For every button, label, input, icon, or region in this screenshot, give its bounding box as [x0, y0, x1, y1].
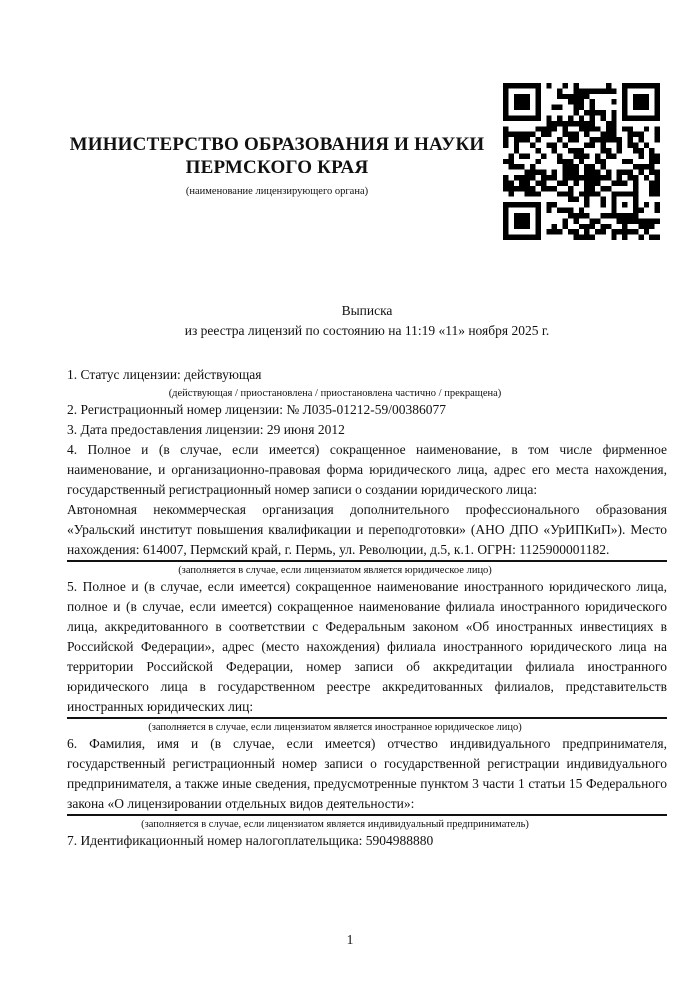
registration-number-line: 2. Регистрационный номер лицензии: № Л035-01212-59/00386077 [67, 402, 447, 417]
foreign-entity-heading: 5. Полное и (в случае, если имеется) сокращенное наименование иностранного юридического лица, полное и (в случае, если имеется) сокращенное наименование филиала иностранного юридического лица, аккредитованного в соответствии с Федеральным законом «Об иностранных инвестициях в Российской Федерации», адрес (место нахождения) филиала иностранного юридического лица на территории Российской Федерации, номер записи об аккредитации филиала иностранного юридического лица в государственном реестре аккредитованных филиалов, представительств иностранных юридических лиц: [67, 579, 667, 714]
licensing-authority-header [67, 133, 487, 198]
license-status-note: (действующая / приостановлена / приостановлена частично / прекращена) [168, 388, 502, 399]
entrepreneur-note: (заполняется в случае, если лицензиатом является индивидуальный предприниматель) [141, 819, 529, 830]
ministry-name-line1: МИНИСТЕРСТВО ОБРАЗОВАНИЯ И НАУКИ [69, 134, 485, 155]
document-title-line1: Выписка [341, 303, 393, 318]
foreign-entity-note: (заполняется в случае, если лицензиатом является иностранное юридическое лицо) [148, 722, 522, 733]
legal-entity-heading: 4. Полное и (в случае, если имеется) сокращенное наименование, в том числе фирменное наименование, и организационно-правовая форма юридического лица, адрес его места нахождения, государственный регистрационный номер записи о создании юридического лица: [67, 442, 667, 497]
page-number: 1 [346, 932, 354, 947]
ministry-name-line2: ПЕРМСКОГО КРАЯ [185, 157, 369, 178]
document-title-line2: из реестра лицензий по состоянию на 11:19 «11» ноября 2025 г. [184, 323, 550, 338]
entrepreneur-fill-line [67, 814, 667, 816]
ministry-caption: (наименование лицензирующего органа) [185, 186, 369, 197]
document-title [67, 301, 667, 341]
taxpayer-number-line: 7. Идентификационный номер налогоплательщика: 5904988880 [67, 833, 434, 848]
license-status-line: 1. Статус лицензии: действующая [67, 367, 262, 382]
license-date-line: 3. Дата предоставления лицензии: 29 июня 2012 [67, 422, 345, 437]
legal-entity-fill-line [67, 560, 667, 562]
legal-entity-value: Автономная некоммерческая организация дополнительного профессионального образования «Уральский институт повышения квалификации и переподготовки» (АНО ДПО «УрИПКиП»). Место нахождения: 614007, Пермский край, г. Пермь, ул. Революции, д.5, к.1. ОГРН: 1125900001182. [67, 502, 667, 557]
document-body [67, 365, 667, 851]
legal-entity-note: (заполняется в случае, если лицензиатом является юридическое лицо) [178, 565, 492, 576]
foreign-entity-fill-line [67, 717, 667, 719]
qr-code-icon [503, 83, 660, 240]
entrepreneur-heading: 6. Фамилия, имя и (в случае, если имеется) отчество индивидуального предпринимателя, государственный регистрационный номер записи о государственной регистрации индивидуального предпринимателя, а также иные сведения, предусмотренные пунктом 3 части 1 статьи 15 Федерального закона «О лицензировании отдельных видов деятельности»: [67, 736, 667, 811]
